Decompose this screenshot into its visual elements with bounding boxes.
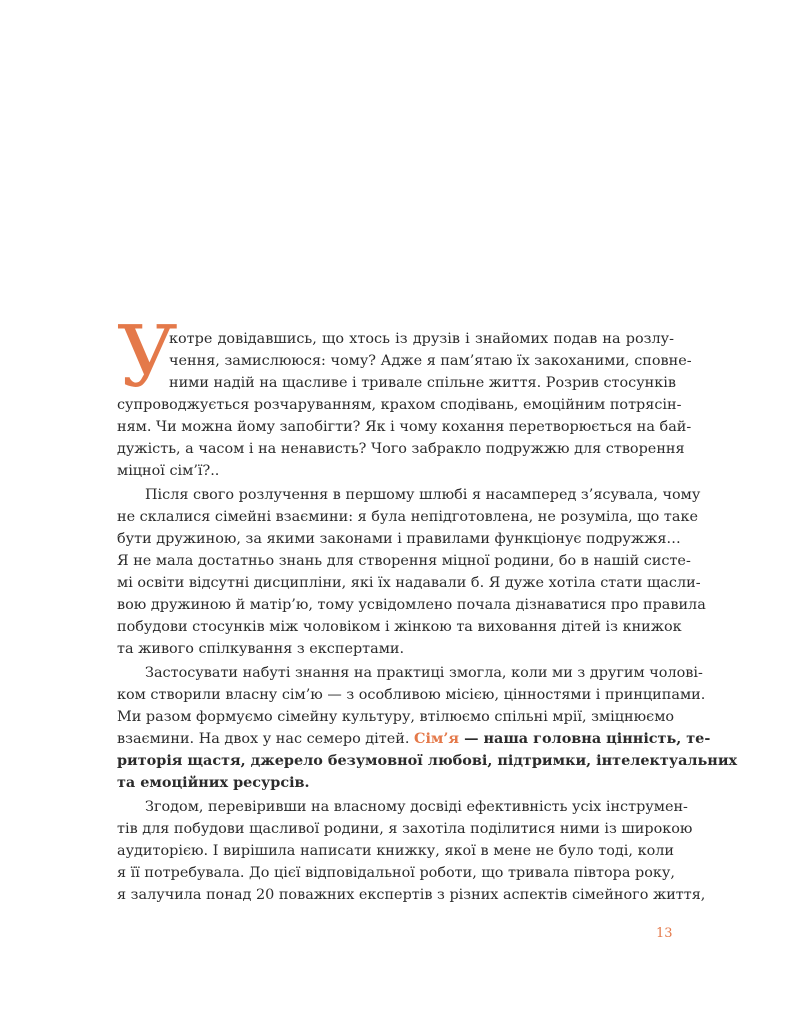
page-number: 13 [656,926,673,941]
text-line: Ми разом формуємо сімейну культуру, втілюємо спільні мрії, зміцнюємо [117,709,675,725]
text-line: та живого спілкування з експертами. [117,641,405,657]
text-line [117,728,711,750]
text-line: Я не мала достатньо знань для створення міцної родини, бо в нашій систе- [117,553,691,569]
text-line: чення, замислююся: чому? Адже я пам’ятаю їх закоханими, сповне- [169,353,692,369]
text-line: ням. Чи можна йому запобігти? Як і чому кохання перетворюється на бай- [117,419,692,435]
text-line: та емоційних ресурсів. [117,774,310,791]
text-line: Згодом, перевіривши на власному досвіді ефективність усіх інструмен- [145,799,688,815]
text-line: побудови стосунків між чоловіком і жінкою та виховання дітей із книжок [117,619,682,635]
text-line: міцної сім’ї?.. [117,463,220,479]
text-line: аудиторією. І вирішила написати книжку, якої в мене не було тоді, коли [117,843,674,859]
text-line: супроводжується розчаруванням, крахом сподівань, емоційним потрясін- [117,397,682,413]
text-line: не склалися сімейні взаємини: я була непідготовлена, не розуміла, що таке [117,509,698,525]
text-normal: взаємини. На двох у нас семеро дітей. [117,731,414,747]
text-bold: — наша головна цінність, те- [459,730,711,747]
highlight-family: Сім’я [414,730,460,747]
text-line: я залучила понад 20 поважних експертів з різних аспектів сімейного життя, [117,887,706,903]
text-line: вою дружиною й матір’ю, тому усвідомлено почала дізнаватися про правила [117,597,706,613]
text-line: ком створили власну сім’ю — з особливою місією, цінностями і принципами. [117,687,706,703]
text-line: тів для побудови щасливої родини, я захотіла поділитися ними із широкою [117,821,693,837]
text-line: котре довідавшись, що хтось із друзів і знайомих подав на розлу- [169,331,674,347]
text-line: Застосувати набуті знання на практиці змогла, коли ми з другим чолові- [145,665,703,681]
text-line: дужість, а часом і на ненависть? Чого забракло подружжю для створення [117,441,685,457]
text-line: риторія щастя, джерело безумовної любові, підтримки, інтелектуальних [117,752,738,769]
text-line: ними надій на щасливе і тривале спільне життя. Розрив стосунків [169,375,676,391]
text-line: бути дружиною, за якими законами і правилами функціонує подружжя… [117,531,681,547]
drop-cap: У [117,308,178,406]
text-line: я її потребувала. До цієї відповідальної роботи, що тривала півтора року, [117,865,675,881]
text-line: мі освіти відсутні дисципліни, які їх надавали б. Я дуже хотіла стати щасли- [117,575,701,591]
text-line: Після свого розлучення в першому шлюбі я насамперед з’ясувала, чому [145,487,701,503]
